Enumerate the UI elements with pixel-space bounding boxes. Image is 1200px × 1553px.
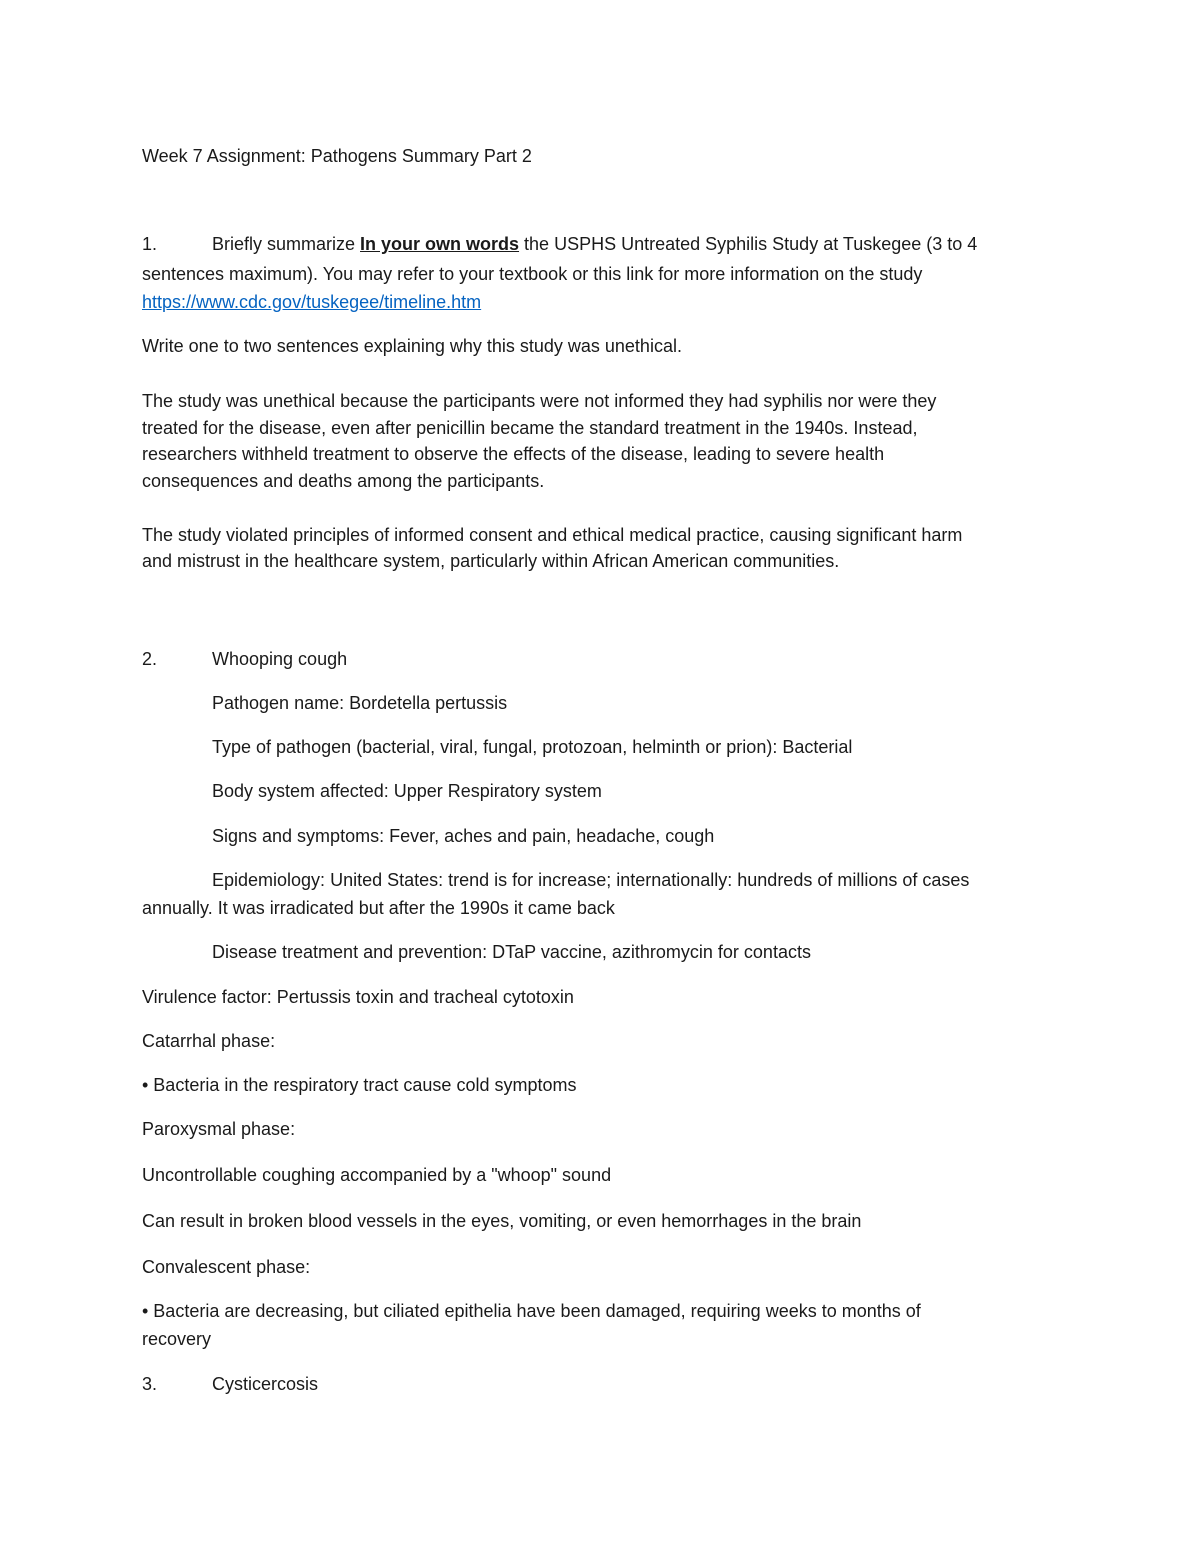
q2-convalescent-line2: recovery: [142, 1329, 212, 1349]
cdc-link-text[interactable]: https://www.cdc.gov/tuskegee/timeline.htm: [142, 292, 482, 312]
q2-virulence: Virulence factor: Pertussis toxin and tracheal cytotoxin: [142, 987, 574, 1007]
document-title: Week 7 Assignment: Pathogens Summary Part 2: [142, 146, 532, 166]
q2-signs-symptoms: Signs and symptoms: Fever, aches and pain, headache, cough: [212, 826, 715, 846]
q2-paroxysmal-item2: Can result in broken blood vessels in the eyes, vomiting, or even hemorrhages in the brain: [142, 1211, 862, 1231]
q1-answer-p1-line4: consequences and deaths among the participants.: [142, 471, 545, 491]
q3-number: 3.: [142, 1374, 158, 1394]
q1-answer-p2-line1: The study violated principles of informed consent and ethical medical practice, causing significant harm: [142, 525, 963, 545]
q1-answer-p1-line1: The study was unethical because the participants were not informed they had syphilis nor were they: [142, 391, 937, 411]
q1-prompt: Write one to two sentences explaining why this study was unethical.: [142, 336, 682, 356]
cdc-timeline-link[interactable]: [142, 293, 481, 311]
q1-instruction-post: the USPHS Untreated Syphilis Study at Tuskegee (3 to 4: [519, 234, 978, 254]
q1-emphasis: In your own words: [360, 234, 520, 254]
q1-instruction-line2: sentences maximum). You may refer to your textbook or this link for more information on the study: [142, 264, 923, 284]
q2-body-system: Body system affected: Upper Respiratory system: [212, 781, 602, 801]
q2-paroxysmal-item1: Uncontrollable coughing accompanied by a "whoop" sound: [142, 1165, 612, 1185]
q2-heading: Whooping cough: [212, 649, 348, 669]
q2-catarrhal-item: • Bacteria in the respiratory tract cause cold symptoms: [142, 1075, 577, 1095]
q2-epidemiology-line2: annually. It was irradicated but after the 1990s it came back: [142, 898, 615, 918]
q1-number: 1.: [142, 234, 158, 254]
q1-instruction-pre: Briefly summarize: [212, 234, 361, 254]
q2-pathogen-type: Type of pathogen (bacterial, viral, fungal, protozoan, helminth or prion): Bacterial: [212, 737, 853, 757]
q1-answer-p1-line3: researchers withheld treatment to observe the effects of the disease, leading to severe health: [142, 444, 885, 464]
q1-answer-p1-line2: treated for the disease, even after penicillin became the standard treatment in the 1940s. Instead,: [142, 418, 918, 438]
q2-treatment: Disease treatment and prevention: DTaP vaccine, azithromycin for contacts: [212, 942, 811, 962]
q2-epidemiology-line1: Epidemiology: United States: trend is for increase; internationally: hundreds of millions of cases: [212, 870, 970, 890]
q2-convalescent-line1: • Bacteria are decreasing, but ciliated epithelia have been damaged, requiring weeks to months of: [142, 1301, 921, 1321]
q2-catarrhal-heading: Catarrhal phase:: [142, 1031, 276, 1051]
q2-number: 2.: [142, 649, 158, 669]
q2-paroxysmal-heading: Paroxysmal phase:: [142, 1119, 296, 1139]
q2-convalescent-heading: Convalescent phase:: [142, 1257, 311, 1277]
q1-instruction-line1: [212, 235, 977, 253]
q2-pathogen-name: Pathogen name: Bordetella pertussis: [212, 693, 508, 713]
q3-heading: Cysticercosis: [212, 1374, 319, 1394]
q1-answer-p2-line2: and mistrust in the healthcare system, particularly within African American communities.: [142, 551, 840, 571]
